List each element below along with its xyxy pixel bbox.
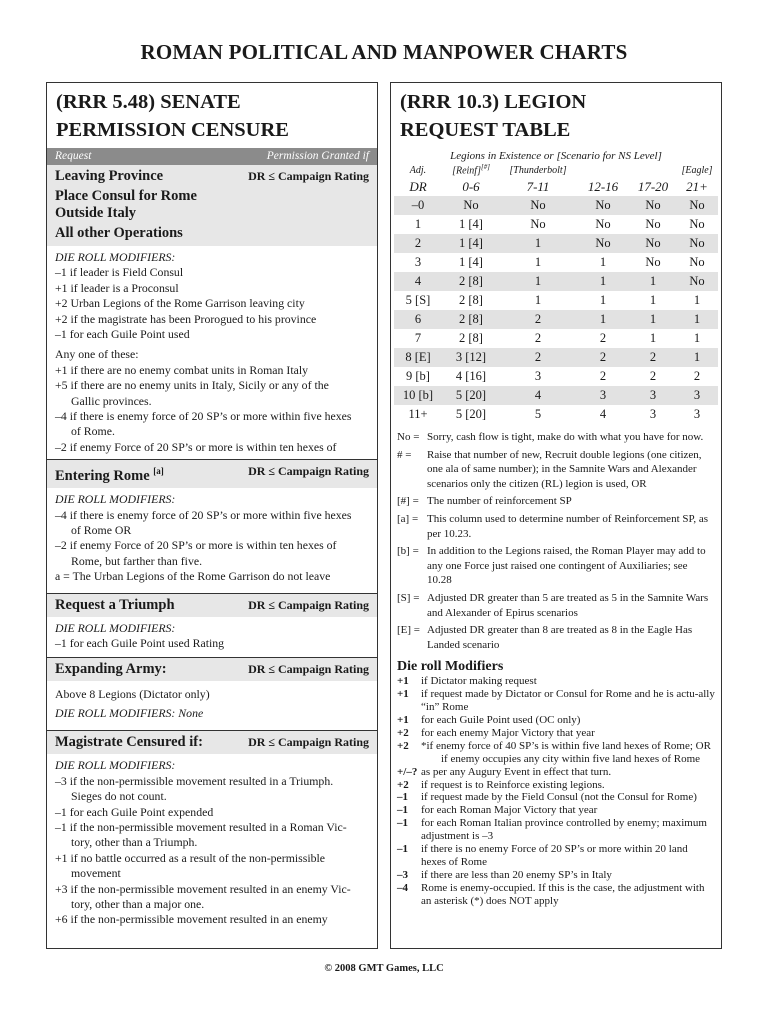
table-cell: No xyxy=(630,196,676,215)
censured-rating: DR ≤ Campaign Rating xyxy=(248,735,369,750)
modifier-item xyxy=(397,869,715,882)
modifier-text: for each Guile Point used (OC only) xyxy=(421,714,581,727)
note-item xyxy=(397,623,715,652)
table-cell: 4 [16] xyxy=(455,369,487,383)
censured-section xyxy=(47,730,377,931)
table-cell: 1 xyxy=(500,234,576,253)
note-item xyxy=(397,544,715,588)
table-cell: 5 [S] xyxy=(405,293,431,307)
table-cell: 6 xyxy=(394,310,442,329)
modifier-item xyxy=(397,882,715,908)
table-cell: 1 xyxy=(599,293,607,307)
table-cell: 1 xyxy=(534,255,542,269)
modifier-value: +2 xyxy=(397,778,409,791)
triumph-label: Request a Triumph xyxy=(55,596,175,613)
table-cell: No xyxy=(645,217,661,231)
table-cell: 1 xyxy=(649,331,657,345)
note-key: # = xyxy=(397,448,412,461)
modifier-value xyxy=(397,753,421,766)
triumph-rating: DR ≤ Campaign Rating xyxy=(248,597,369,612)
all-other-ops-label: All other Operations xyxy=(55,225,183,241)
table-cell: 2 xyxy=(630,348,676,367)
legion-table-notes xyxy=(391,430,721,652)
entering-rome-label: Entering Rome [a] xyxy=(55,466,164,485)
table-cell: –0 xyxy=(394,196,442,215)
table-row xyxy=(394,291,718,310)
table-row xyxy=(394,234,718,253)
note-key: No = xyxy=(397,431,420,443)
expanding-army-section xyxy=(47,657,377,727)
table-cell: 2 xyxy=(599,331,607,345)
table-cell: 3 xyxy=(649,407,657,421)
table-cell: No xyxy=(645,255,661,269)
legion-request-panel xyxy=(390,82,722,949)
modifier-item xyxy=(397,791,715,804)
censured-modifiers: DIE ROLL MODIFIERS: –3 if the non-permissible movement resulted in a Triumph. Sieges do not count. –1 for each Guile Point expended –1 if the non-permissible movement resulted in a Roman Vic- tory, other than a Triumph. +1 if no battle occurred as a result of the non-permissible movement +3 if the non-permissible movement resulted in an enemy Vic- tory, other than a major one. +6 if the non-permissible movement resulted in an enemy xyxy=(55,758,351,927)
modifier-text: if request made by Dictator or Consul for Rome and he is actu-ally “in” Rome xyxy=(421,688,715,714)
die-roll-modifiers-title: Die roll Modifiers xyxy=(397,659,504,675)
table-row xyxy=(394,215,718,234)
table-cell: 1 xyxy=(534,293,542,307)
modifier-item xyxy=(397,740,715,753)
table-cell: No xyxy=(576,234,630,253)
note-text: In addition to the Legions raised, the Roman Player may add to any one Force just raised one contingent of Auxiliaries; see 10.28 xyxy=(427,545,706,587)
modifier-value: +2 xyxy=(397,726,409,739)
table-cell: 10 [b] xyxy=(394,386,442,405)
modifier-value: +1 xyxy=(397,688,409,701)
modifier-text: as per any Augury Event in effect that turn. xyxy=(421,765,612,778)
table-cell: No xyxy=(689,255,705,269)
die-roll-modifiers-list xyxy=(391,675,721,907)
table-cell: 5 [20] xyxy=(455,407,487,421)
modifier-item xyxy=(397,779,715,792)
table-cell: 2 xyxy=(649,369,657,383)
modifier-value: –1 xyxy=(397,791,408,804)
table-cell: 1 xyxy=(693,331,701,345)
note-text: The number of reinforcement SP xyxy=(427,495,572,508)
table-cell: 2 xyxy=(534,331,542,345)
table-cell: 2 [8] xyxy=(442,272,500,291)
table-cell: 2 xyxy=(693,369,701,383)
modifier-text: if request is to Reinforce existing legions. xyxy=(421,778,605,791)
table-cell: 4 xyxy=(394,272,442,291)
note-key: [b] = xyxy=(397,545,419,558)
note-text: This column used to determine number of Reinforcement SP, as per 10.23. xyxy=(427,512,709,540)
table-cell: 5 xyxy=(534,407,542,421)
table-cell: 1 [4] xyxy=(442,234,500,253)
table-cell: 3 xyxy=(414,255,422,269)
table-cell: 1 xyxy=(630,310,676,329)
table-cell: 3 xyxy=(676,386,718,405)
table-cell: 11+ xyxy=(408,407,428,421)
note-item xyxy=(397,591,715,620)
table-row xyxy=(394,405,718,424)
modifier-value: –3 xyxy=(397,868,408,881)
modifier-value: –1 xyxy=(397,843,408,856)
table-cell: 1 xyxy=(576,310,630,329)
modifier-item xyxy=(397,727,715,740)
table-cell: 9 [b] xyxy=(406,369,430,383)
note-key: [a] = xyxy=(397,512,419,525)
modifier-item xyxy=(397,804,715,817)
modifier-value: +1 xyxy=(397,675,409,688)
table-row xyxy=(394,348,718,367)
table-cell: 1 xyxy=(599,255,607,269)
modifier-value: +1 xyxy=(397,714,409,727)
note-key: [S] = xyxy=(397,591,420,604)
modifier-value: –1 xyxy=(397,817,408,830)
modifier-item xyxy=(397,688,715,714)
modifier-text: if there is no enemy Force of 20 SP’s or more within 20 land hexes of Rome xyxy=(421,843,688,868)
note-item xyxy=(397,494,715,509)
table-header-row: Adj. [Reinf][#] [Thunderbolt] [Eagle] xyxy=(409,163,713,177)
table-row xyxy=(394,272,718,291)
table-row xyxy=(394,253,718,272)
modifier-item xyxy=(397,675,715,688)
table-cell: 2 xyxy=(576,348,630,367)
request-col-label: Request xyxy=(55,150,92,162)
table-row xyxy=(394,329,718,348)
table-cell: 2 xyxy=(394,234,442,253)
entering-rating: DR ≤ Campaign Rating xyxy=(248,464,369,479)
table-cell: 2 xyxy=(599,369,607,383)
table-cell: 2 [8] xyxy=(459,293,483,307)
expanding-modifiers: Above 8 Legions (Dictator only) DIE ROLL MODIFIERS: None xyxy=(55,687,210,721)
table-cell: 1 xyxy=(676,310,718,329)
note-text: Adjusted DR greater than 5 are treated as 5 in the Samnite Wars and Alexander of Epirus scenarios xyxy=(427,591,709,619)
modifier-text: if enemy occupies any city within five land hexes of Rome xyxy=(441,752,701,765)
table-cell: 3 xyxy=(534,369,542,383)
modifier-item xyxy=(397,843,715,869)
leaving-modifiers: DIE ROLL MODIFIERS: –1 if leader is Field Consul +1 if leader is a Proconsul +2 Urban Legions of the Rome Garrison leaving city +2 if the magistrate has been Prorogued to his province –1 for each Guile Point used Any one of these: +1 if there are no enemy combat units in Roman Italy +5 if there are no enemy units in Italy, Sicily or any of the Gallic provinces. –4 if there is enemy force of 20 SP’s or more within five hexes of Rome. –2 if enemy Force of 20 SP’s or more is within ten hexes of xyxy=(55,250,352,454)
table-cell: 3 xyxy=(630,386,676,405)
legion-request-table xyxy=(394,163,718,424)
table-cell: No xyxy=(576,196,630,215)
triumph-modifiers: DIE ROLL MODIFIERS: –1 for each Guile Point used Rating xyxy=(55,620,225,650)
note-item xyxy=(397,448,715,492)
censured-label: Magistrate Censured if: xyxy=(55,734,203,751)
modifier-text: if there are less than 20 enemy SP’s in Italy xyxy=(421,868,612,881)
copyright-footer: © 2008 GMT Games, LLC xyxy=(324,963,444,974)
legion-table-subtitle: Legions in Existence or [Scenario for NS Level] xyxy=(450,150,662,162)
table-cell: 1 [4] xyxy=(459,255,483,269)
modifier-text: if request made by the Field Consul (not the Consul for Rome) xyxy=(421,791,697,804)
expanding-army-label: Expanding Army: xyxy=(55,661,167,678)
modifier-text: for each Roman Major Victory that year xyxy=(421,804,598,817)
table-cell: No xyxy=(595,217,611,231)
leaving-province-section xyxy=(47,165,377,459)
note-text: Raise that number of new, Recruit double legions (one citizen, one ala of same number); in the Samnite Wars and Alexander scenarios only the citizen (RL) legion is used, OR xyxy=(427,448,702,490)
table-cell: 3 [12] xyxy=(442,348,500,367)
senate-permission-panel xyxy=(46,82,378,949)
modifier-item xyxy=(397,766,715,779)
table-cell: 2 [8] xyxy=(459,331,483,345)
table-cell: 2 xyxy=(500,348,576,367)
table-cell: 3 xyxy=(576,386,630,405)
table-cell: No xyxy=(676,234,718,253)
table-cell: No xyxy=(689,217,705,231)
granted-col-label: Permission Granted if xyxy=(266,150,369,162)
table-cell: 1 xyxy=(500,272,576,291)
modifier-value: +/–? xyxy=(397,765,418,778)
table-cell: 7 xyxy=(414,331,422,345)
note-key: [E] = xyxy=(397,624,420,637)
leaving-rating: DR ≤ Campaign Rating xyxy=(248,169,369,183)
table-cell: 4 xyxy=(599,407,607,421)
modifier-text: *if enemy force of 40 SP’s is within five land hexes of Rome; OR xyxy=(421,739,711,752)
table-row xyxy=(394,386,718,405)
modifier-item xyxy=(397,753,715,766)
modifier-text: if Dictator making request xyxy=(421,675,537,688)
note-text: Adjusted DR greater than 8 are treated as 8 in the Eagle Has Landed scenario xyxy=(427,624,693,651)
modifier-item xyxy=(397,817,715,843)
table-cell: 2 xyxy=(500,310,576,329)
table-cell: 1 xyxy=(649,293,657,307)
table-cell: No xyxy=(676,196,718,215)
triumph-section xyxy=(47,593,377,656)
modifier-text: for each Roman Italian province controlled by enemy; maximum adjustment is –3 xyxy=(421,817,707,843)
page-title: ROMAN POLITICAL AND MANPOWER CHARTS xyxy=(140,40,628,64)
table-cell: 1 xyxy=(414,217,422,231)
table-cell: 8 [E] xyxy=(394,348,442,367)
modifier-text: for each enemy Major Victory that year xyxy=(421,726,595,739)
table-cell: No xyxy=(442,196,500,215)
table-cell: No xyxy=(530,217,546,231)
table-cell: 2 [8] xyxy=(442,310,500,329)
senate-column-header xyxy=(47,148,377,165)
note-text: Sorry, cash flow is tight, make do with what you have for now. xyxy=(427,431,704,443)
note-item xyxy=(397,512,715,541)
modifier-value: +2 xyxy=(397,739,409,752)
senate-panel-title: (RRR 5.48) SENATE PERMISSION CENSURE xyxy=(56,91,289,141)
table-cell: 1 xyxy=(576,272,630,291)
legion-panel-title: (RRR 10.3) LEGION REQUEST TABLE xyxy=(400,91,587,141)
table-cell: 5 [20] xyxy=(442,386,500,405)
table-cell: 1 xyxy=(693,293,701,307)
modifier-text: Rome is enemy-occupied. If this is the case, the adjustment with an asterisk (*) does NOT apply xyxy=(421,881,705,907)
modifier-value: –1 xyxy=(397,804,408,817)
modifier-item xyxy=(397,714,715,727)
table-cell: No xyxy=(630,234,676,253)
table-cell: 1 [4] xyxy=(459,217,483,231)
note-key: [#] = xyxy=(397,495,419,508)
entering-rome-section xyxy=(47,459,377,588)
table-cell: 4 xyxy=(500,386,576,405)
table-row xyxy=(394,367,718,386)
table-row xyxy=(394,310,718,329)
table-cell: 1 xyxy=(676,348,718,367)
expanding-rating: DR ≤ Campaign Rating xyxy=(248,662,369,677)
table-cell: 3 xyxy=(693,407,701,421)
note-item xyxy=(397,430,715,445)
entering-modifiers: DIE ROLL MODIFIERS: –4 if there is enemy force of 20 SP’s or more within five hexes of Rome OR –2 if enemy Force of 20 SP’s or more is within ten hexes of Rome, but farther than five. a = The Urban Legions of the Rome Garrison do not leave xyxy=(55,492,352,584)
outside-italy-label: Outside Italy xyxy=(55,205,136,221)
table-cell: No xyxy=(500,196,576,215)
leaving-province-label: Leaving Province xyxy=(55,168,164,184)
place-consul-label: Place Consul for Rome xyxy=(55,188,197,204)
table-header-row: DR 0-6 7-11 12-16 17-20 21+ xyxy=(409,178,708,194)
table-row xyxy=(394,196,718,215)
table-cell: 1 xyxy=(630,272,676,291)
table-cell: No xyxy=(676,272,718,291)
modifier-value: –4 xyxy=(397,881,408,894)
